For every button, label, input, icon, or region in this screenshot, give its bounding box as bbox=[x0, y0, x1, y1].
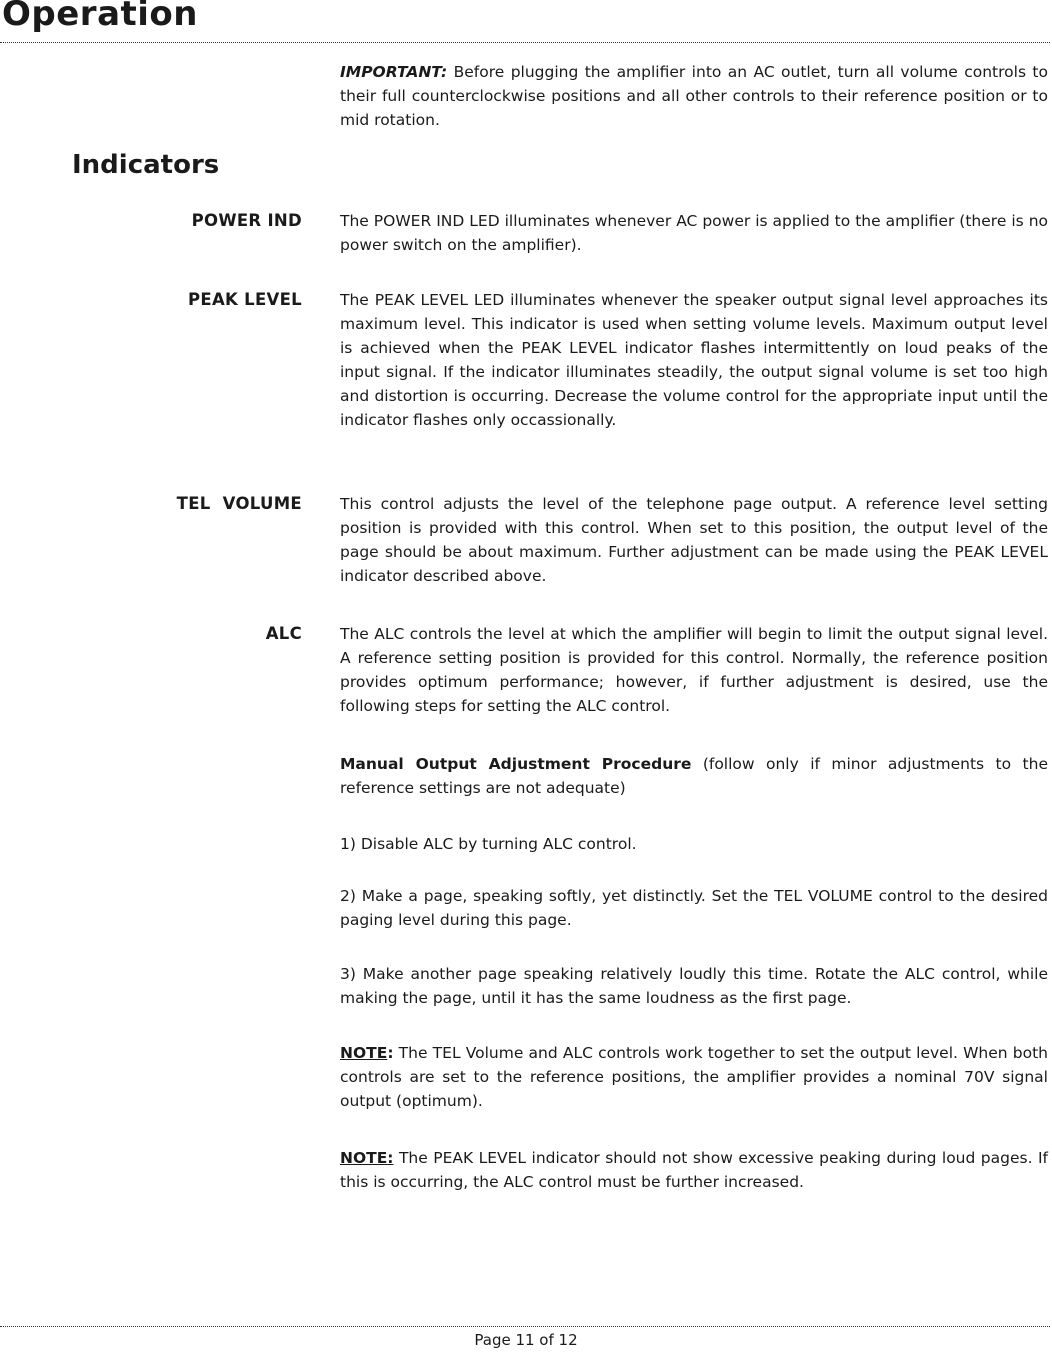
section-heading-indicators: Indicators bbox=[72, 150, 220, 180]
procedure-step-1: 1) Disable ALC by turning ALC control. bbox=[340, 835, 637, 853]
procedure-title: Manual Output Adjustment Procedure bbox=[340, 755, 692, 773]
important-label: IMPORTANT: bbox=[340, 63, 448, 81]
text-alc: The ALC controls the level at which the amplifier will begin to limit the output signal level. A reference setting position is provided for this control. Normally, the reference position provides optimum performance; however, if further adjustment is desired, use the following steps for setting the ALC control. bbox=[340, 625, 1048, 715]
procedure-subtitle: (follow only if minor adjustments to the reference settings are not adequate) bbox=[340, 755, 1048, 797]
label-alc: ALC bbox=[265, 624, 302, 643]
note-1 bbox=[340, 1041, 1048, 1113]
note-1-colon: : bbox=[387, 1044, 394, 1062]
label-tel-volume: TEL VOLUME bbox=[176, 494, 302, 513]
label-peak-level: PEAK LEVEL bbox=[187, 290, 302, 309]
page-title: Operation bbox=[2, 0, 198, 34]
text-peak-level: The PEAK LEVEL LED illuminates whenever the speaker output signal level approaches its maximum level. This indicator is used when setting volume levels. Maximum output level is achieved when the PEAK LEVEL indicator flashes intermittently on loud peaks of the input signal. If the indicator illuminates steadily, the output signal volume is set too high and distortion is occurring. Decrease the volume control for the appropriate input until the indicator flashes only occassionally. bbox=[340, 291, 1048, 429]
text-tel-volume: This control adjusts the level of the telephone page output. A reference level setting position is provided with this control. When set to this position, the output level of the page should be about maximum. Further adjustment can be made using the PEAK LEVEL indicator described above. bbox=[340, 495, 1048, 585]
important-text: Before plugging the amplifier into an AC outlet, turn all volume controls to their full counterclockwise positions and all other controls to their reference position or to mid rotation. bbox=[340, 63, 1048, 129]
note-2-label: NOTE: bbox=[340, 1149, 394, 1167]
note-2-text: The PEAK LEVEL indicator should not show excessive peaking during loud pages. If this is occurring, the ALC control must be further increased. bbox=[340, 1149, 1048, 1191]
top-divider bbox=[0, 42, 1050, 43]
note-2 bbox=[340, 1146, 1048, 1194]
text-power-ind: The POWER IND LED illuminates whenever AC power is applied to the amplifier (there is no power switch on the amplifier). bbox=[340, 212, 1048, 254]
procedure-heading bbox=[340, 752, 1048, 800]
page-footer: Page 11 of 12 bbox=[474, 1331, 578, 1349]
bottom-divider bbox=[0, 1326, 1050, 1327]
note-1-label: NOTE bbox=[340, 1044, 388, 1062]
procedure-step-3: 3) Make another page speaking relatively loudly this time. Rotate the ALC control, while making the page, until it has the same loudness as the first page. bbox=[340, 965, 1048, 1007]
important-notice bbox=[340, 60, 1048, 132]
note-1-text: The TEL Volume and ALC controls work together to set the output level. When both controls are set to the reference positions, the amplifier provides a nominal 70V signal output (optimum). bbox=[340, 1044, 1048, 1110]
label-power-ind: POWER IND bbox=[191, 211, 302, 230]
procedure-step-2: 2) Make a page, speaking softly, yet distinctly. Set the TEL VOLUME control to the desired paging level during this page. bbox=[340, 887, 1048, 929]
